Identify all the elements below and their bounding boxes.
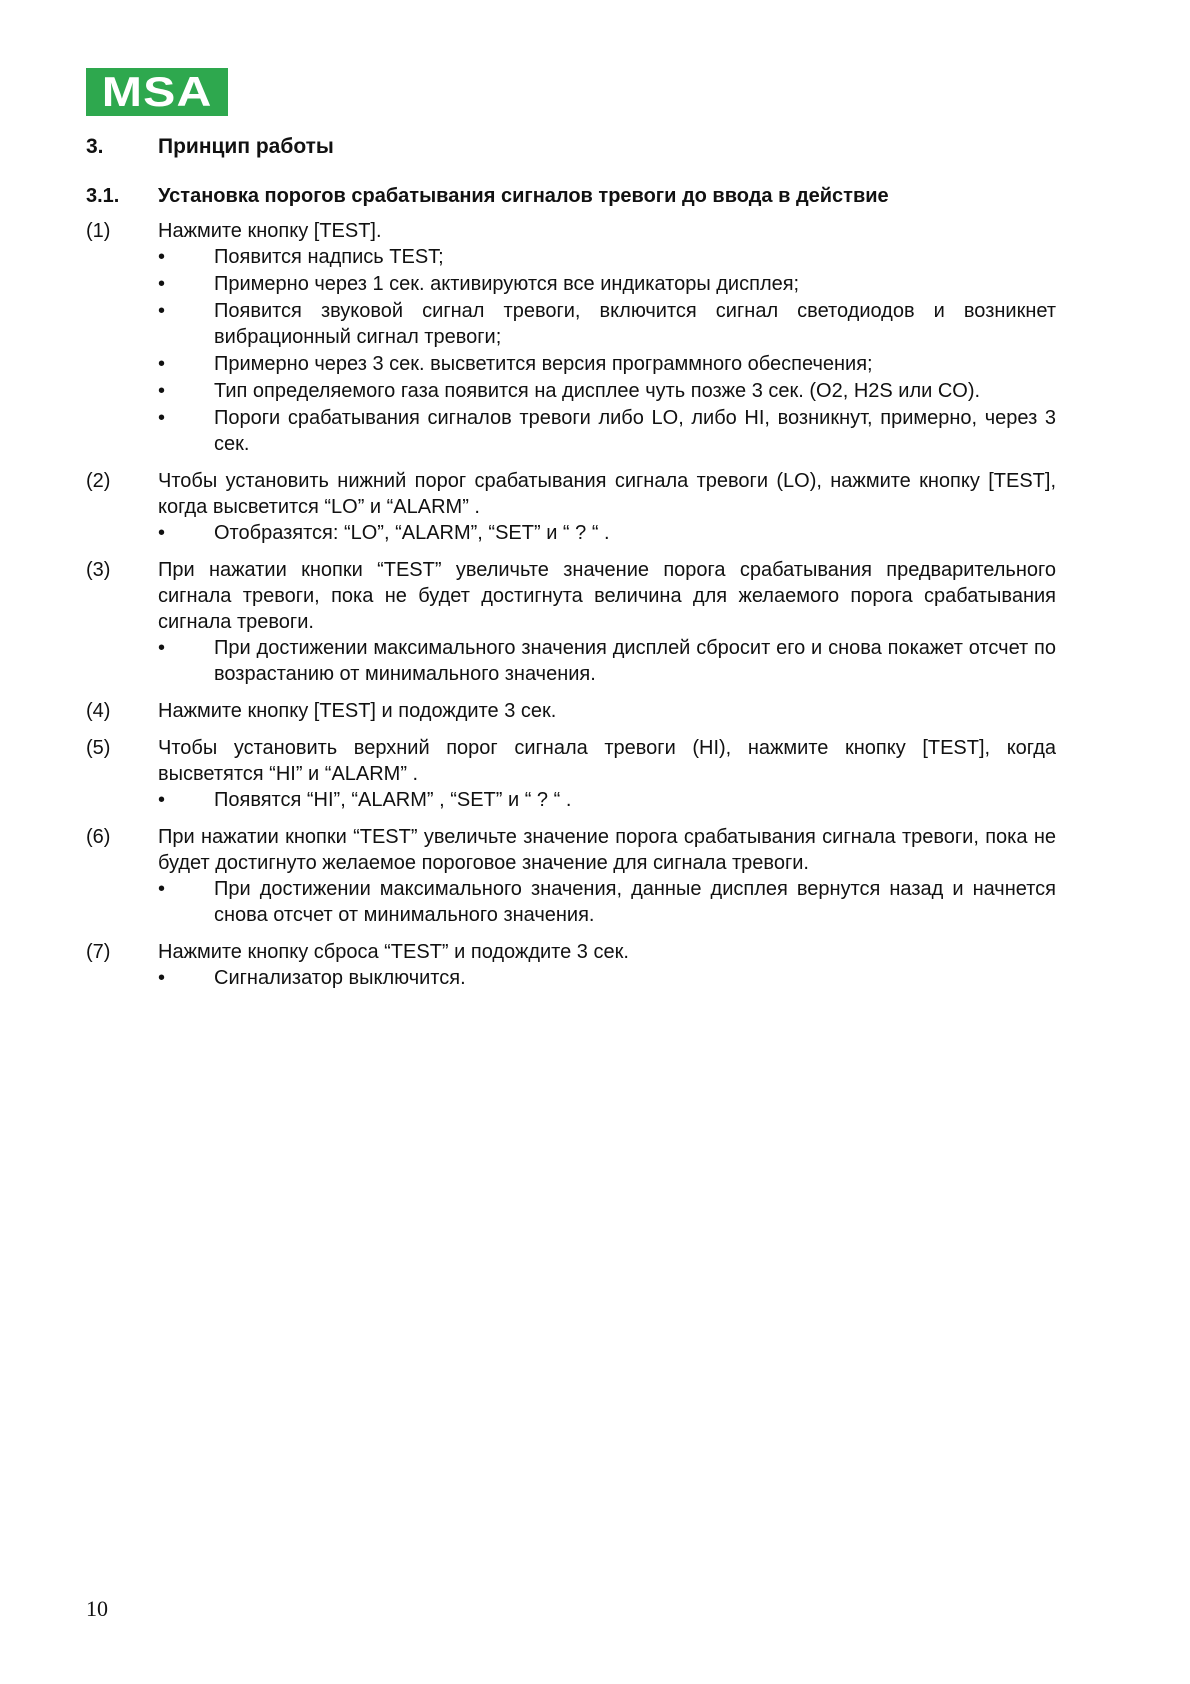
step-row: [86, 698, 1056, 724]
bullet-dot-icon: •: [158, 300, 166, 322]
bullet-item: [86, 244, 1056, 270]
step-text: Чтобы установить верхний порог сигнала тревоги (HI), нажмите кнопку [TEST], когда высветятся “HI” и “ALARM” .: [158, 737, 1056, 785]
bullet-item: [86, 520, 1056, 546]
bullet-text: Отобразятся: “LO”, “ALARM”, “SET” и “ ? “ .: [214, 522, 610, 544]
bullet-list: [86, 635, 1056, 687]
bullet-dot-icon: •: [158, 637, 166, 659]
step-number: (2): [86, 470, 111, 492]
bullet-dot-icon: •: [158, 353, 166, 375]
step-item: [86, 468, 1056, 546]
step-text: При нажатии кнопки “TEST” увеличьте значение порога срабатывания предварительного сигнала тревоги, пока не будет достигнута величина для желаемого порога срабатывания сигнала тревоги.: [158, 559, 1056, 633]
section-title: Принцип работы: [158, 135, 334, 158]
bullet-dot-icon: •: [158, 273, 166, 295]
bullet-dot-icon: •: [158, 789, 166, 811]
step-row: [86, 735, 1056, 787]
step-row: [86, 557, 1056, 635]
step-text: Чтобы установить нижний порог срабатывания сигнала тревоги (LO), нажмите кнопку [TEST], когда высветится “LO” и “ALARM” .: [158, 470, 1056, 518]
step-text: Нажмите кнопку [TEST].: [158, 220, 382, 242]
bullet-dot-icon: •: [158, 878, 166, 900]
bullet-item: [86, 351, 1056, 377]
step-row: [86, 939, 1056, 965]
step-item: [86, 735, 1056, 813]
logo-text: MSA: [101, 68, 213, 115]
bullet-text: Появится надпись TEST;: [214, 246, 444, 268]
bullet-text: Сигнализатор выключится.: [214, 967, 466, 989]
subsection-heading: [86, 183, 1056, 209]
document-body: [86, 134, 1056, 1002]
subsection-title: Установка порогов срабатывания сигналов тревоги до ввода в действие: [158, 185, 889, 207]
section-number: 3.: [86, 135, 104, 158]
bullet-item: [86, 787, 1056, 813]
section-heading: [86, 134, 1056, 160]
step-number: (3): [86, 559, 111, 581]
page-number: 10: [86, 1596, 108, 1621]
bullet-list: [86, 876, 1056, 928]
step-number: (6): [86, 826, 111, 848]
bullet-item: [86, 635, 1056, 687]
bullet-list: [86, 965, 1056, 991]
bullet-item: [86, 298, 1056, 350]
bullet-text: Появится звуковой сигнал тревоги, включится сигнал светодиодов и возникнет вибрационный сигнал тревоги;: [214, 300, 1056, 348]
bullet-dot-icon: •: [158, 246, 166, 268]
bullet-item: [86, 271, 1056, 297]
step-number: (7): [86, 941, 111, 963]
step-item: [86, 824, 1056, 928]
bullet-text: Тип определяемого газа появится на дисплее чуть позже 3 сек. (O2, H2S или CO).: [214, 380, 981, 402]
step-item: [86, 698, 1056, 724]
bullet-dot-icon: •: [158, 380, 166, 402]
bullet-list: [86, 244, 1056, 457]
bullet-text: Примерно через 3 сек. высветится версия программного обеспечения;: [214, 353, 873, 375]
step-number: (4): [86, 700, 111, 722]
msa-logo: [86, 68, 228, 116]
bullet-text: При достижении максимального значения, данные дисплея вернутся назад и начнется снова отсчет от минимального значения.: [214, 878, 1056, 926]
bullet-item: [86, 876, 1056, 928]
step-number: (1): [86, 220, 111, 242]
bullet-dot-icon: •: [158, 522, 166, 544]
step-text: Нажмите кнопку сброса “TEST” и подождите 3 сек.: [158, 941, 629, 963]
bullet-list: [86, 520, 1056, 546]
step-row: [86, 824, 1056, 876]
bullet-item: [86, 378, 1056, 404]
bullet-dot-icon: •: [158, 967, 166, 989]
bullet-text: Примерно через 1 сек. активируются все индикаторы дисплея;: [214, 273, 800, 295]
subsection-number: 3.1.: [86, 185, 120, 207]
step-number: (5): [86, 737, 111, 759]
bullet-item: [86, 965, 1056, 991]
bullet-text: Появятся “HI”, “ALARM” , “SET” и “ ? “ .: [214, 789, 572, 811]
step-item: [86, 557, 1056, 687]
bullet-list: [86, 787, 1056, 813]
step-item: [86, 218, 1056, 457]
bullet-text: Пороги срабатывания сигналов тревоги либо LO, либо HI, возникнут, примерно, через 3 сек.: [214, 407, 1056, 455]
bullet-text: При достижении максимального значения дисплей сбросит его и снова покажет отсчет по возрастанию от минимального значения.: [214, 637, 1056, 685]
step-item: [86, 939, 1056, 991]
step-row: [86, 468, 1056, 520]
step-text: Нажмите кнопку [TEST] и подождите 3 сек.: [158, 700, 557, 722]
step-row: [86, 218, 1056, 244]
bullet-item: [86, 405, 1056, 457]
bullet-dot-icon: •: [158, 407, 166, 429]
step-text: При нажатии кнопки “TEST” увеличьте значение порога срабатывания сигнала тревоги, пока не будет достигнуто желаемое пороговое значение для сигнала тревоги.: [158, 826, 1056, 874]
steps-list: [86, 218, 1056, 991]
